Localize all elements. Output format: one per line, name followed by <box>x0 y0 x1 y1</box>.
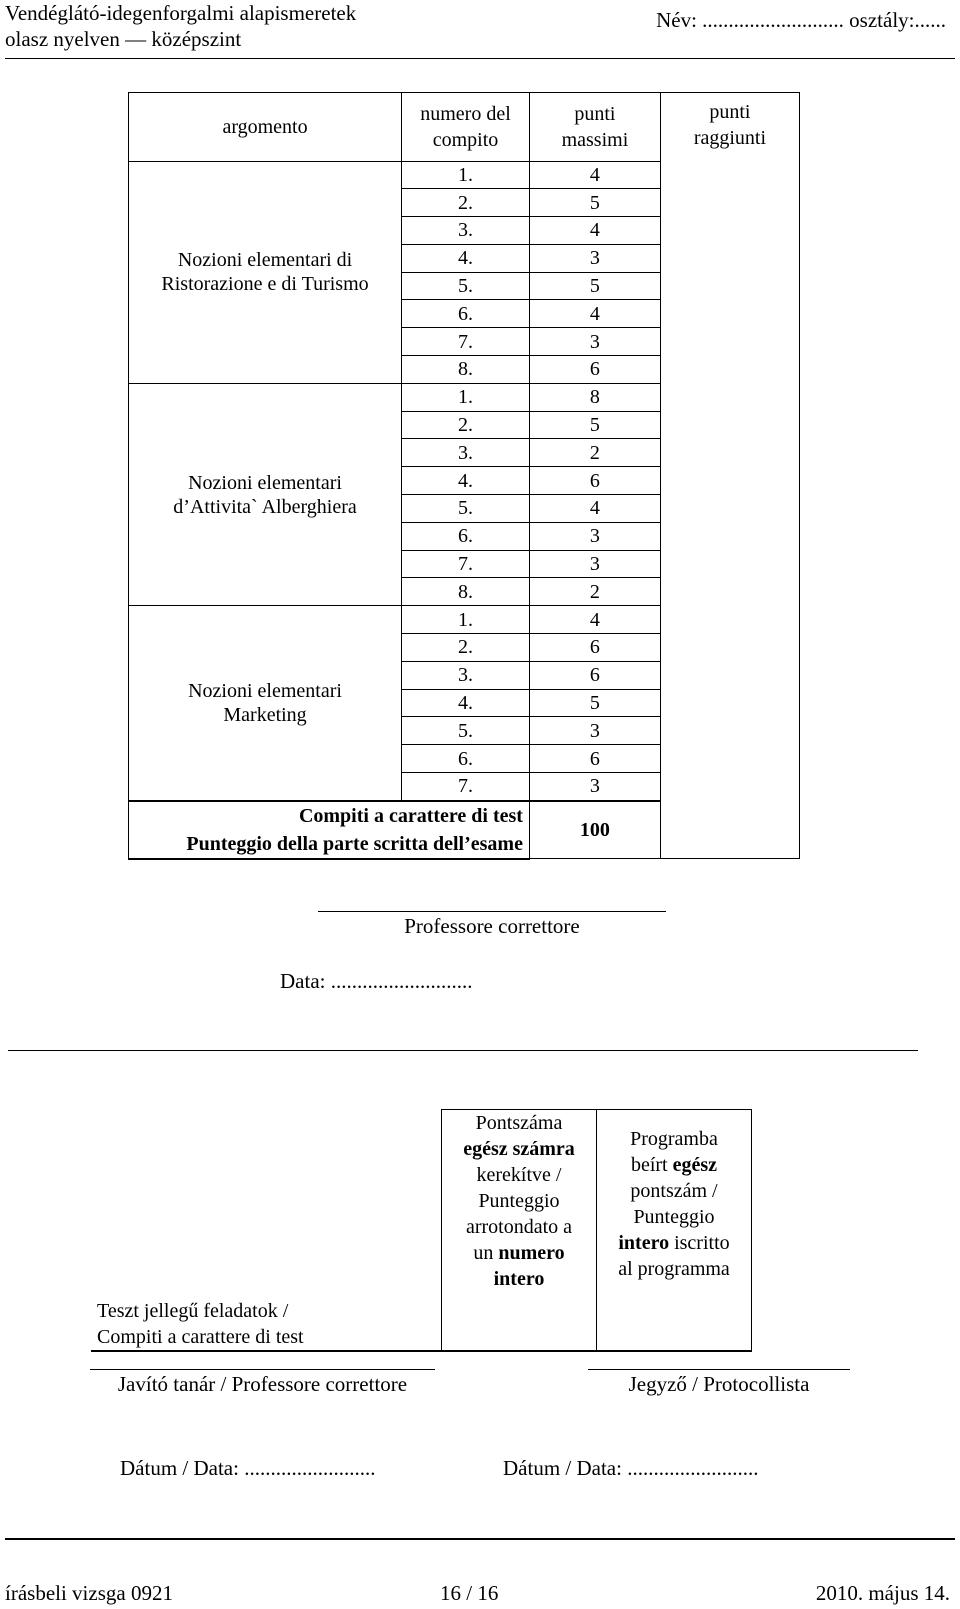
max-points: 6 <box>529 356 660 384</box>
achieved-points <box>660 634 799 662</box>
registrar-signature-line <box>588 1369 850 1370</box>
max-points: 4 <box>529 300 660 328</box>
max-points: 5 <box>529 272 660 300</box>
name-class-field: Név: ........................... osztály:...... <box>656 8 946 32</box>
achieved-points <box>660 661 799 689</box>
task-number: 1. <box>402 606 530 634</box>
achieved-points <box>660 439 799 467</box>
task-number: 4. <box>402 689 530 717</box>
total-label: Compiti a carattere di test Punteggio della parte scritta dell’esame <box>129 801 530 859</box>
task-number: 6. <box>402 522 530 550</box>
achieved-points <box>660 189 799 217</box>
max-points: 6 <box>529 661 660 689</box>
achieved-points <box>660 467 799 495</box>
task-number: 3. <box>402 661 530 689</box>
task-number: 4. <box>402 244 530 272</box>
achieved-points <box>660 717 799 745</box>
task-number: 4. <box>402 467 530 495</box>
teacher-label: Javító tanár / Professore correttore <box>117 1372 408 1396</box>
max-points: 5 <box>529 689 660 717</box>
max-points: 3 <box>529 550 660 578</box>
max-points: 6 <box>529 745 660 773</box>
achieved-points <box>660 689 799 717</box>
max-points: 4 <box>529 606 660 634</box>
task-number: 5. <box>402 717 530 745</box>
section-divider <box>8 1050 918 1051</box>
col-topic-header: argomento <box>129 93 402 162</box>
task-number: 2. <box>402 634 530 662</box>
col-max-header: punti massimi <box>529 93 660 162</box>
achieved-points <box>660 272 799 300</box>
professor-label: Professore correttore <box>404 914 580 938</box>
max-points: 6 <box>529 467 660 495</box>
max-points: 3 <box>529 522 660 550</box>
task-number: 1. <box>402 161 530 189</box>
registrar-label: Jegyző / Protocollista <box>628 1372 810 1396</box>
max-points: 4 <box>529 217 660 245</box>
task-number: 3. <box>402 217 530 245</box>
col-got-header: punti raggiunti <box>660 93 799 162</box>
teacher-signature-line <box>90 1369 435 1370</box>
max-points: 3 <box>529 244 660 272</box>
teacher-date: Dátum / Data: ......................... <box>120 1456 376 1480</box>
task-number: 7. <box>402 328 530 356</box>
achieved-points <box>660 495 799 523</box>
task-number: 7. <box>402 550 530 578</box>
rounded-score-cell: Pontszáma egész számra kerekítve / Punteggio arrotondato a un numero intero <box>442 1110 597 1351</box>
task-number: 7. <box>402 773 530 801</box>
achieved-points <box>660 745 799 773</box>
max-points: 6 <box>529 634 660 662</box>
table-row <box>129 383 800 411</box>
max-points: 5 <box>529 189 660 217</box>
table-row <box>129 606 800 634</box>
exam-level: olasz nyelven — középszint <box>5 27 242 51</box>
achieved-points <box>660 356 799 384</box>
program-score-cell: Programba beírt egész pontszám / Punteggio intero iscritto al programma <box>597 1110 752 1351</box>
topic-cell: Nozioni elementari d’Attivita` Alberghiera <box>129 383 402 605</box>
footer-rule <box>5 1538 955 1540</box>
signature-line <box>318 911 666 912</box>
max-points: 3 <box>529 717 660 745</box>
total-achieved <box>660 801 799 859</box>
task-number: 1. <box>402 383 530 411</box>
footer-date: 2010. május 14. <box>815 1581 950 1605</box>
topic-cell: Nozioni elementari Marketing <box>129 606 402 801</box>
task-number: 2. <box>402 411 530 439</box>
max-points: 8 <box>529 383 660 411</box>
achieved-points <box>660 550 799 578</box>
achieved-points <box>660 217 799 245</box>
task-number: 6. <box>402 745 530 773</box>
score-summary-table <box>91 1109 752 1352</box>
achieved-points <box>660 606 799 634</box>
test-tasks-label: Teszt jellegű feladatok / Compiti a carattere di test <box>91 1110 442 1351</box>
score-table-main <box>128 92 800 860</box>
max-points: 5 <box>529 411 660 439</box>
registrar-date: Dátum / Data: ......................... <box>503 1456 759 1480</box>
max-points: 3 <box>529 773 660 801</box>
achieved-points <box>660 244 799 272</box>
achieved-points <box>660 328 799 356</box>
topic-cell: Nozioni elementari di Ristorazione e di Turismo <box>129 161 402 383</box>
max-points: 4 <box>529 495 660 523</box>
task-number: 8. <box>402 356 530 384</box>
task-number: 6. <box>402 300 530 328</box>
max-points: 2 <box>529 578 660 606</box>
exam-subject: Vendéglátó-idegenforgalmi alapismeretek <box>5 1 357 25</box>
achieved-points <box>660 578 799 606</box>
achieved-points <box>660 383 799 411</box>
achieved-points <box>660 522 799 550</box>
table-row <box>129 161 800 189</box>
achieved-points <box>660 773 799 801</box>
footer-exam-code: írásbeli vizsga 0921 <box>5 1581 173 1605</box>
footer-page-number: 16 / 16 <box>440 1581 499 1605</box>
achieved-points <box>660 300 799 328</box>
task-number: 3. <box>402 439 530 467</box>
max-points: 2 <box>529 439 660 467</box>
task-number: 5. <box>402 272 530 300</box>
header-left <box>5 0 356 52</box>
col-task-header: numero del compito <box>402 93 530 162</box>
header-rule <box>5 58 955 59</box>
achieved-points <box>660 411 799 439</box>
task-number: 5. <box>402 495 530 523</box>
date-field: Data: ........................... <box>280 969 473 993</box>
total-value: 100 <box>529 801 660 859</box>
task-number: 2. <box>402 189 530 217</box>
max-points: 4 <box>529 161 660 189</box>
achieved-points <box>660 161 799 189</box>
max-points: 3 <box>529 328 660 356</box>
task-number: 8. <box>402 578 530 606</box>
